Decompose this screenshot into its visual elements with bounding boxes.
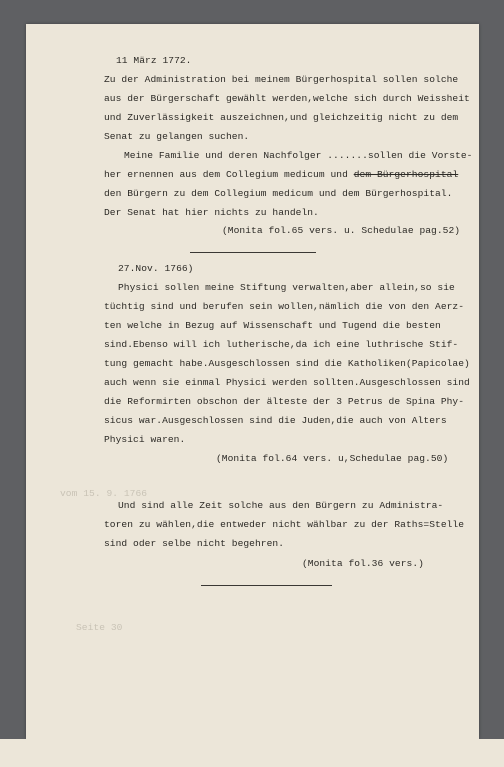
text-line: Der Senat hat hier nichts zu handeln. (104, 207, 319, 218)
text-line: den Bürgern zu dem Collegium medicum und dem Bürgerhospital. (104, 188, 453, 199)
text-line: ten welche in Bezug auf Wissenschaft und Tugend die besten (104, 320, 441, 331)
text-line: die Reformirten obschon der älteste der 3 Petrus de Spina Phy- (104, 396, 465, 407)
text-line: tung gemacht habe.Ausgeschlossen sind die Katholiken(Papicolae) (104, 358, 470, 369)
text-line: Meine Familie und deren Nachfolger .......sollen die Vorste- (124, 150, 473, 161)
bottom-strip (0, 739, 504, 767)
text-line: sicus war.Ausgeschlossen sind die Juden,die auch von Alters (104, 415, 447, 426)
text-line: sind.Ebenso will ich lutherische,da ich eine luthrische Stif- (104, 339, 459, 350)
text-line: Physici waren. (104, 434, 186, 445)
text-line: Und sind alle Zeit solche aus den Bürgern zu Administra- (118, 500, 444, 511)
text-line: Senat zu gelangen suchen. (104, 131, 250, 142)
text-line: tüchtig sind und berufen sein wollen,nämlich die von den Aerz- (104, 301, 465, 312)
divider (190, 252, 316, 253)
entry-date: 27.Nov. 1766) (118, 263, 194, 274)
struck-text: dem Bürgerhospital (353, 169, 459, 180)
source-citation: (Monita fol.36 vers.) (302, 558, 424, 569)
document-page (26, 24, 479, 739)
text-line: und Zuverlässigkeit auszeichnen,und gleichzeitig nicht zu dem (104, 112, 459, 123)
entry-date: 11 März 1772. (116, 55, 192, 66)
source-citation: (Monita fol.65 vers. u. Schedulae pag.52) (222, 225, 461, 236)
text-line: aus der Bürgerschaft gewählt werden,welche sich durch Weissheit (104, 93, 470, 104)
text-segment: her ernennen aus dem Collegium medicum und (104, 169, 354, 180)
text-line: Zu der Administration bei meinem Bürgerhospital sollen solche (104, 74, 459, 85)
divider (201, 585, 332, 586)
text-line: sind oder selbe nicht begehren. (104, 538, 285, 549)
text-line: auch wenn sie einmal Physici werden sollten.Ausgeschlossen sind (104, 377, 470, 388)
source-citation: (Monita fol.64 vers. u,Schedulae pag.50) (216, 453, 449, 464)
text-line-with-strike (104, 169, 458, 180)
text-line: Physici sollen meine Stiftung verwalten,aber allein,so sie (118, 282, 455, 293)
faint-note: vom 15. 9. 1766 (60, 488, 148, 499)
faint-note: Seite 30 (76, 622, 123, 633)
text-line: toren zu wählen,die entweder nicht wählbar zu der Raths=Stelle (104, 519, 465, 530)
